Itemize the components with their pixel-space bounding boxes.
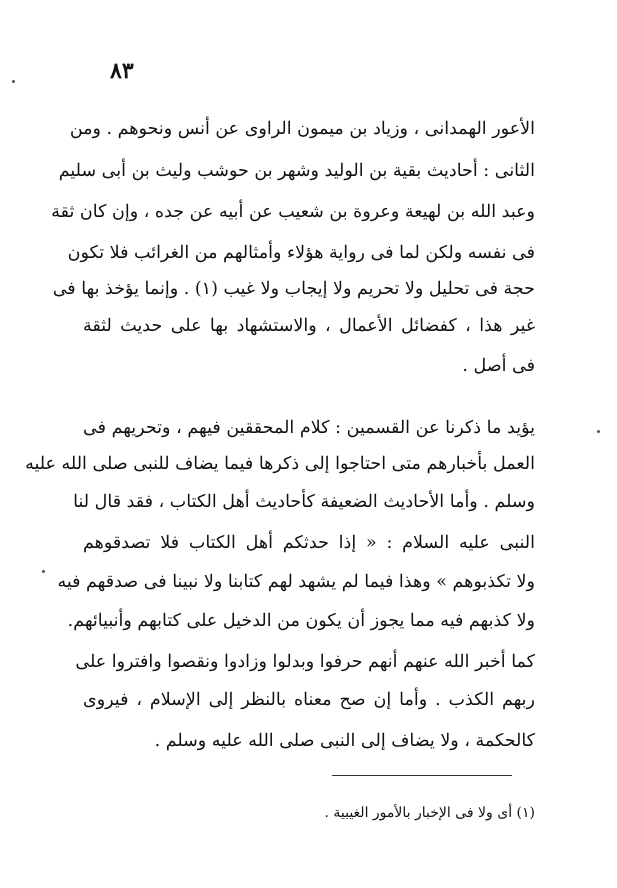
- text-line: ولا تكذبوهم » وهذا فيما لم يشهد لهم كتابنا ولا نبينا فى صدقهم فيه: [57, 572, 535, 592]
- text-line: وسلم . وأما الأحاديث الضعيفة كأحاديث أهل الكتاب ، فقد قال لنا: [73, 492, 535, 512]
- text-line: العمل بأخبارهم متى احتاجوا إلى ذكرها فيما يضاف للنبى صلى الله عليه: [25, 454, 535, 474]
- text-line: يؤيد ما ذكرنا عن القسمين : كلام المحققين فيهم ، وتحريهم فى: [83, 418, 535, 438]
- text-line: ولا كذبهم فيه مما يجوز أن يكون من الدخيل على كتابهم وأنبيائهم.: [67, 611, 535, 631]
- text-line: غير هذا ، كفضائل الأعمال ، والاستشهاد بها على حديث لثقة: [83, 316, 535, 336]
- text-line: كما أخبر الله عنهم أنهم حرفوا وبدلوا وزادوا ونقصوا وافتروا على: [75, 652, 535, 672]
- page-number: ٨٣: [110, 58, 134, 84]
- text-line: حجة فى تحليل ولا تحريم ولا إيجاب ولا غيب (١) . وإنما يؤخذ بها فى: [52, 279, 535, 299]
- scan-speck: [12, 80, 15, 83]
- text-line: وعبد الله بن لهيعة وعروة بن شعيب عن أبيه عن جده ، وإن كان ثقة: [51, 202, 535, 222]
- text-line: الأعور الهمدانى ، وزياد بن ميمون الراوى عن أنس ونحوهم . ومن: [69, 119, 535, 139]
- text-line: ربهم الكذب . وأما إن صح معناه بالنظر إلى الإسلام ، فيروى: [83, 690, 535, 710]
- footnote: (١) أى ولا فى الإخبار بالأمور الغيبية .: [324, 805, 535, 821]
- text-line: كالحكمة ، ولا يضاف إلى النبى صلى الله عليه وسلم .: [154, 731, 535, 751]
- text-line: فى أصل .: [462, 356, 535, 376]
- text-line: فى نفسه ولكن لما فى رواية هؤلاء وأمثالهم من الغرائب فلا تكون: [67, 243, 535, 263]
- text-line: النبى عليه السلام : « إذا حدثكم أهل الكتاب فلا تصدقوهم: [83, 533, 535, 553]
- text-line: الثانى : أحاديث بقية بن الوليد وشهر بن حوشب وليث بن أبى سليم: [58, 161, 535, 181]
- scan-speck: [42, 570, 45, 573]
- footnote-divider: [332, 775, 512, 776]
- scan-speck: [597, 430, 600, 433]
